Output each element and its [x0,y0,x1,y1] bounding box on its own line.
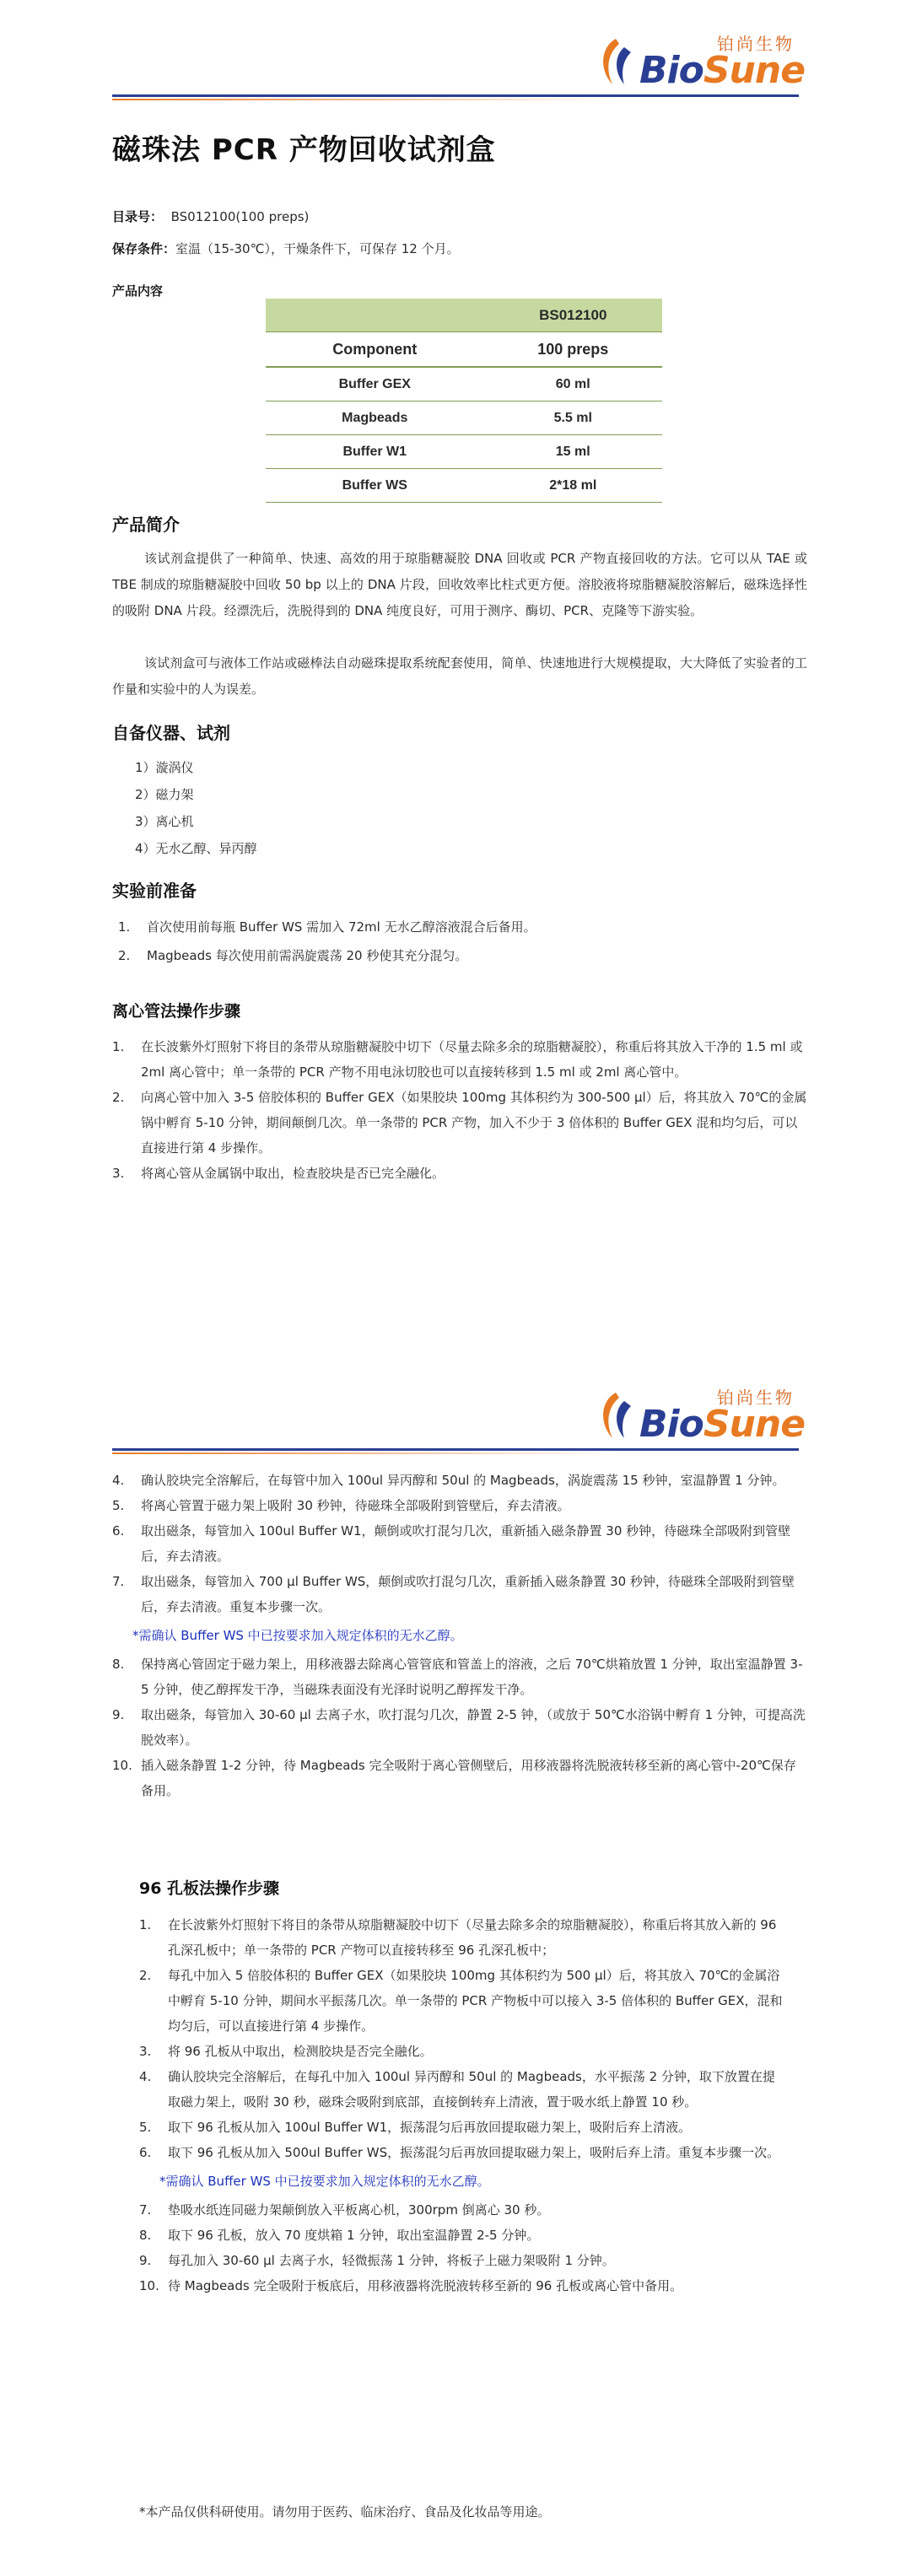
brand-cn-name: 铂尚生物 [717,1388,795,1408]
list-item: 2. Magbeads 每次使用前需涡旋震荡 20 秒使其充分混匀。 [118,948,468,963]
component-label: Component [266,332,484,368]
table-subheader-row [266,332,662,368]
list-item: 7. 垫吸水纸连同磁力架颠倒放入平板离心机，300rpm 倒离心 30 秒。 [139,2202,550,2218]
brand-logo [590,1384,806,1452]
list-item: 3）离心机 [135,814,194,829]
page-2 [0,1288,911,2576]
list-item: 5. 取下 96 孔板从加入 100ul Buffer W1，振荡混匀后再放回提取磁力架上，吸附后弃上清液。 [139,2120,692,2135]
contents-table [266,299,662,503]
plate-heading: 96 孔板法操作步骤 [139,1879,280,1898]
centrifuge-steps-2 [112,1468,807,1803]
list-item: 1. 在长波紫外灯照射下将目的条带从琼脂糖凝胶中切下（尽量去除多余的琼脂糖凝胶），称重后将其放入新的 96 孔深孔板中；单一条带的 PCR 产物可以直接转移至 96 孔深孔板中； [139,1917,777,1958]
list-item: 8. 保持离心管固定于磁力架上，用移液器去除离心管管底和管盖上的溶液，之后 70℃烘箱放置 1 分钟，取出室温静置 3-5 分钟，使乙醇挥发干净，当磁珠表面没有光泽时说明乙醇挥发干净。 [112,1657,803,1697]
intro-paragraph-2: 该试剂盒可与液体工作站或磁棒法自动磁珠提取系统配套使用，简单、快速地进行大规模提取，大大降低了实验者的工作量和实验中的人为误差。 [112,655,807,697]
contents-heading: 产品内容 [112,283,164,299]
header-accent-rule [112,99,618,100]
table-header-row [266,299,662,332]
table-row: Buffer W1 15 ml [266,435,662,469]
logo-mark-icon [590,1389,639,1442]
list-item: 10. 插入磁条静置 1-2 分钟，待 Magbeads 完全吸附于离心管侧壁后，用移液器将洗脱液转移至新的离心管中-20℃保存备用。 [112,1758,796,1798]
list-item: 3. 将离心管从金属锅中取出，检查胶块是否已完全融化。 [112,1166,445,1181]
header-accent-rule [112,1452,618,1454]
list-item: 2. 每孔中加入 5 倍胶体积的 Buffer GEX（如果胶块 100mg 其体积约为 500 µl）后，将其放入 70℃的金属浴中孵育 5-10 分钟，期间水平振荡几次。单一条带的 PCR 产物板中可以接入 3-5 倍体积的 Buffer GEX，混和均匀后，可以直接进行第 4 步操作。 [139,1968,783,2034]
equipment-list [135,754,257,862]
table-row: Buffer WS 2*18 ml [266,469,662,503]
list-item: 7. 取出磁条，每管加入 700 µl Buffer WS，颠倒或吹打混匀几次，重新插入磁条静置 30 秒钟，待磁珠全部吸附到管壁后，弃去清液。重复本步骤一次。 [112,1574,795,1614]
warning-note: *需确认 Buffer WS 中已按要求加入规定体积的无水乙醇。 [159,2174,490,2189]
list-item: 6. 取下 96 孔板从加入 500ul Buffer WS，振荡混匀后再放回提取磁力架上，吸附后弃上清。重复本步骤一次。 [139,2145,780,2160]
list-item: 1）漩涡仪 [135,760,194,775]
brand-wordmark: BioSune [639,1403,806,1446]
list-item: 2）磁力架 [135,787,194,802]
warning-note: *需确认 Buffer WS 中已按要求加入规定体积的无水乙醇。 [132,1628,463,1643]
list-item: 8. 取下 96 孔板，放入 70 度烘箱 1 分钟，取出室温静置 2-5 分钟。 [139,2228,540,2243]
catalog-code-cell: BS012100 [484,299,663,332]
prep-list [118,913,801,970]
centrifuge-heading: 离心管法操作步骤 [112,1002,241,1021]
preps-label: 100 preps [484,332,663,368]
list-item: 9. 取出磁条，每管加入 30-60 µl 去离子水，吹打混匀几次，静置 2-5 钟，（或放于 50℃水浴锅中孵育 1 分钟，可提高洗脱效率）。 [112,1707,806,1748]
list-item: 2. 向离心管中加入 3-5 倍胶体积的 Buffer GEX（如果胶块 100mg 其体积约为 300-500 µl）后，将其放入 70℃的金属锅中孵育 5-10 分钟，期间颠倒几次。单一条带的 PCR 产物，加入不少于 3 倍体积的 Buffer GEX 混和均匀后，可以直接进行第 4 步操作。 [112,1090,807,1156]
list-item: 1. 在长波紫外灯照射下将目的条带从琼脂糖凝胶中切下（尽量去除多余的琼脂糖凝胶），称重后将其放入干净的 1.5 ml 或 2ml 离心管中；单一条带的 PCR 产物不用电泳切胶也可以直接转移到 1.5 ml 或 2ml 离心管中。 [112,1039,803,1080]
centrifuge-steps-1 [112,1034,807,1186]
list-item: 1. 首次使用前每瓶 Buffer WS 需加入 72ml 无水乙醇溶液混合后备用。 [118,919,536,935]
list-item: 4）无水乙醇、异丙醇 [135,841,257,856]
brand-wordmark: BioSune [639,49,806,92]
table-row: Buffer GEX 60 ml [266,367,662,401]
intro-heading: 产品简介 [112,515,180,535]
footer-note: *本产品仅供科研使用。请勿用于医药、临床治疗、食品及化妆品等用途。 [139,2504,551,2519]
equipment-heading: 自备仪器、试剂 [112,723,230,743]
page-header [0,0,911,101]
logo-mark-icon [590,35,639,88]
brand-cn-name: 铂尚生物 [717,34,795,54]
header-rule [112,94,799,97]
list-item: 6. 取出磁条，每管加入 100ul Buffer W1，颠倒或吹打混匀几次，重新插入磁条静置 30 秒钟，待磁珠全部吸附到管壁后，弃去清液。 [112,1523,791,1564]
list-item: 4. 确认胶块完全溶解后，在每孔中加入 100ul 异丙醇和 50ul 的 Magbeads，水平振荡 2 分钟，取下放置在提取磁力架上，吸附 30 秒，磁珠会吸附到底部，直接倒转弃上清液，置于吸水纸上静置 10 秒。 [139,2069,775,2110]
page-header [0,1354,911,1455]
intro-paragraph-1: 该试剂盒提供了一种简单、快速、高效的用于琼脂糖凝胶 DNA 回收或 PCR 产物直接回收的方法。它可以从 TAE 或 TBE 制成的琼脂糖凝胶中回收 50 bp 以上的 DNA 片段，回收效率比柱式更方便。溶胶液将琼脂糖凝胶溶解后，磁珠选择性的吸附 DNA 片段。经漂洗后，洗脱得到的 DNA 纯度良好，可用于测序、酶切、PCR、克隆等下游实验。 [112,551,807,618]
storage-line: 保存条件：室温（15-30℃），干燥条件下，可保存 12 个月。 [112,241,460,256]
list-item: 9. 每孔加入 30-60 µl 去离子水，轻微振荡 1 分钟，将板子上磁力架吸附 1 分钟。 [139,2253,615,2268]
list-item: 10. 待 Magbeads 完全吸附于板底后，用移液器将洗脱液转移至新的 96 孔板或离心管中备用。 [139,2278,683,2293]
list-item: 5. 将离心管置于磁力架上吸附 30 秒钟，待磁珠全部吸附到管壁后，弃去清液。 [112,1498,570,1513]
page-title: 磁珠法 PCR 产物回收试剂盒 [112,133,496,167]
prep-heading: 实验前准备 [112,881,197,901]
plate-steps [139,1912,784,2298]
header-rule [112,1448,799,1451]
brand-logo [590,30,806,98]
list-item: 4. 确认胶块完全溶解后，在每管中加入 100ul 异丙醇和 50ul 的 Magbeads，涡旋震荡 15 秒钟，室温静置 1 分钟。 [112,1473,785,1488]
catalog-line: 目录号： BS012100(100 preps) [112,209,310,224]
list-item: 3. 将 96 孔板从中取出，检测胶块是否完全融化。 [139,2044,433,2059]
table-row: Magbeads 5.5 ml [266,401,662,435]
